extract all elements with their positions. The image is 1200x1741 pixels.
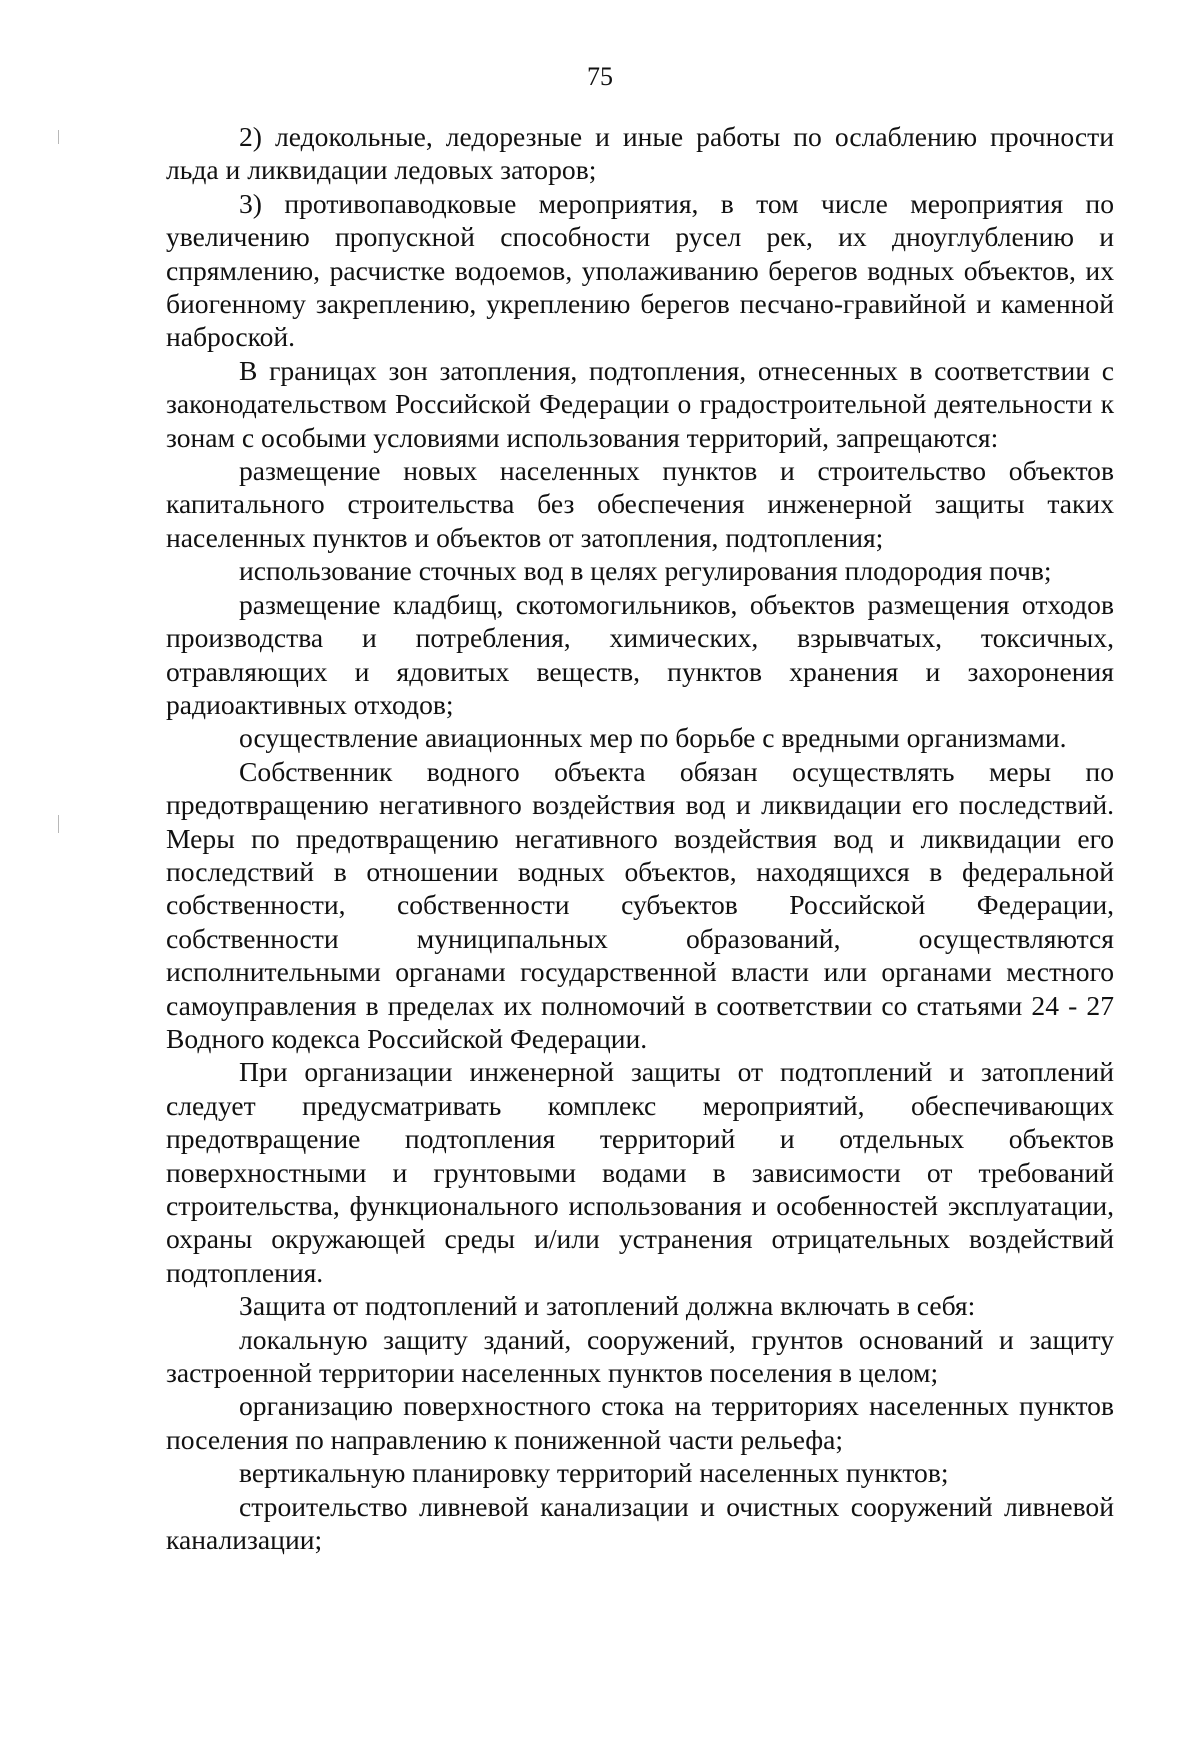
paragraph: 2) ледокольные, ледорезные и иные работы по ослаблению прочности льда и ликвидации ледовых заторов; xyxy=(166,121,1114,186)
scan-artifact xyxy=(58,815,59,833)
paragraph: размещение новых населенных пунктов и строительство объектов капитального строительства без обеспечения инженерной защиты таких населенных пунктов и объектов от затопления, подтопления; xyxy=(166,455,1114,553)
paragraph: В границах зон затопления, подтопления, отнесенных в соответствии с законодательством Российской Федерации о градостроительной деятельности к зонам с особыми условиями использования территорий, запрещаются: xyxy=(166,354,1114,453)
paragraph: осуществление авиационных мер по борьбе с вредными организмами. xyxy=(239,722,1067,754)
paragraph: Собственник водного объекта обязан осуществлять меры по предотвращению негативного воздействия вод и ликвидации его последствий. Меры по предотвращению негативного воздействия вод и ликвидации его последствий в отношении водных объектов, находящихся в федеральной собственности, собственности субъектов Российской Федерации, собственности муниципальных образований, осуществляются исполнительными органами государственной власти или органами местного самоуправления в пределах их полномочий в соответствии со статьями 24 - 27 Водного кодекса Российской Федерации. xyxy=(166,755,1114,1054)
paragraph: использование сточных вод в целях регулирования плодородия почв; xyxy=(239,555,1052,587)
paragraph: вертикальную планировку территорий населенных пунктов; xyxy=(239,1457,949,1489)
paragraph: При организации инженерной защиты от подтоплений и затоплений следует предусматривать комплекс мероприятий, обеспечивающих предотвращение подтопления территорий и отдельных объектов поверхностными и грунтовыми водами в зависимости от требований строительства, функционального использования и особенностей эксплуатации, охраны окружающей среды и/или устранения отрицательных воздействий подтопления. xyxy=(166,1056,1114,1288)
page-number: 75 xyxy=(587,62,613,91)
paragraph: строительство ливневой канализации и очистных сооружений ливневой канализации; xyxy=(166,1490,1114,1556)
paragraph: Защита от подтоплений и затоплений должна включать в себя: xyxy=(239,1290,976,1322)
paragraph: размещение кладбищ, скотомогильников, объектов размещения отходов производства и потребления, химических, взрывчатых, токсичных, отравляющих и ядовитых веществ, пунктов хранения и захоронения радиоактивных отходов; xyxy=(166,588,1114,720)
paragraph: локальную защиту зданий, сооружений, грунтов оснований и защиту застроенной территории населенных пунктов поселения в целом; xyxy=(166,1323,1114,1389)
document-body xyxy=(166,120,1114,1556)
paragraph: организацию поверхностного стока на территориях населенных пунктов поселения по направлению к пониженной части рельефа; xyxy=(166,1390,1114,1455)
paragraph: 3) противопаводковые мероприятия, в том числе мероприятия по увеличению пропускной способности русел рек, их дноуглублению и спрямлению, расчистке водоемов, уполаживанию берегов водных объектов, их биогенному закреплению, укреплению берегов песчано-гравийной и каменной наброской. xyxy=(166,187,1114,353)
scan-artifact xyxy=(58,130,59,144)
